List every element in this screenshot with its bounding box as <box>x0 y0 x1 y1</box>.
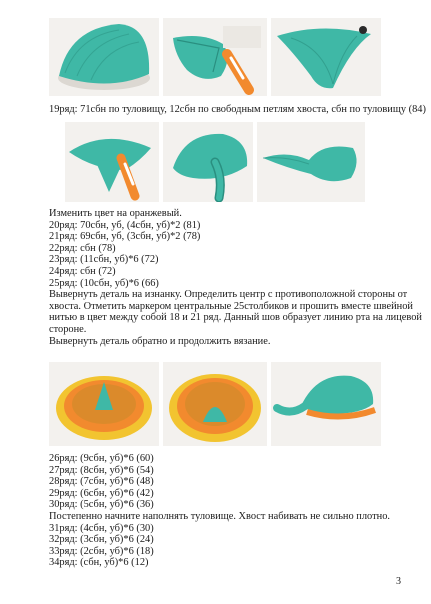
photo-row-2 <box>65 122 365 202</box>
row-24: 24ряд: сбн (72) <box>49 265 116 277</box>
photo-teal-bowl <box>49 18 159 96</box>
photo-tail-marker <box>163 18 267 96</box>
row-32: 32ряд: (3сбн, уб)*6 (24) <box>49 534 154 546</box>
row-22: 22ряд: сбн (78) <box>49 242 116 254</box>
page-number: 3 <box>396 576 401 587</box>
photo-tail-cone <box>271 18 381 96</box>
photo-body-with-tail <box>257 122 365 202</box>
instruction-line-3: нитью в цвет между собой 18 и 21 ряд. Данный шов образует линию рта на лицевой <box>49 312 422 324</box>
row-28: 28ряд: (7сбн, уб)*6 (48) <box>49 476 154 488</box>
section3-text <box>49 453 390 569</box>
instruction-color-change: Изменить цвет на оранжевый. <box>49 208 182 219</box>
instruction-turn-back: Вывернуть деталь обратно и продолжить вязание. <box>49 335 271 347</box>
photo-row-3 <box>49 362 381 446</box>
photo-orange-rim-a <box>49 362 159 446</box>
row-27: 27ряд: (8сбн, уб)*6 (54) <box>49 464 154 476</box>
photo-side-view <box>271 362 381 446</box>
instruction-stuffing: Постепенно начните наполнять туловище. Хвост набивать не сильно плотно. <box>49 510 390 522</box>
row-31: 31ряд: (4сбн, уб)*6 (30) <box>49 522 154 534</box>
row-21: 21ряд: 69сбн, уб, (3сбн, уб)*2 (78) <box>49 231 201 243</box>
instruction-line-1: Вывернуть деталь на изнанку. Определить центр с противоположной стороны от <box>49 289 408 301</box>
row-34: 34ряд: (сбн, уб)*6 (12) <box>49 557 149 569</box>
photo-body-side <box>163 122 253 202</box>
photo-row-1 <box>49 18 381 96</box>
row-29: 29ряд: (6сбн, уб)*6 (42) <box>49 487 154 499</box>
photo-orange-rim-b <box>163 362 267 446</box>
row-25: 25ряд: (10сбн, уб)*6 (66) <box>49 277 159 289</box>
row-26: 26ряд: (9сбн, уб)*6 (60) <box>49 453 154 464</box>
row-33: 33ряд: (2сбн, уб)*6 (18) <box>49 545 154 557</box>
row-30: 30ряд: (5сбн, уб)*6 (36) <box>49 499 154 511</box>
row19-caption: 19ряд: 71сбн по туловищу, 12сбн по свободным петлям хвоста, сбн по туловищу (84) <box>49 104 426 115</box>
section2-text <box>49 208 422 347</box>
instruction-line-2: хвоста. Отметить маркером центральные 25столбиков и прошить вместе швейной <box>49 300 413 312</box>
row-23: 23ряд: (11сбн, уб)*6 (72) <box>49 254 159 266</box>
instruction-line-4: стороне. <box>49 323 87 335</box>
photo-tail-attached <box>65 122 159 202</box>
row-20: 20ряд: 70сбн, уб, (4сбн, уб)*2 (81) <box>49 219 201 231</box>
